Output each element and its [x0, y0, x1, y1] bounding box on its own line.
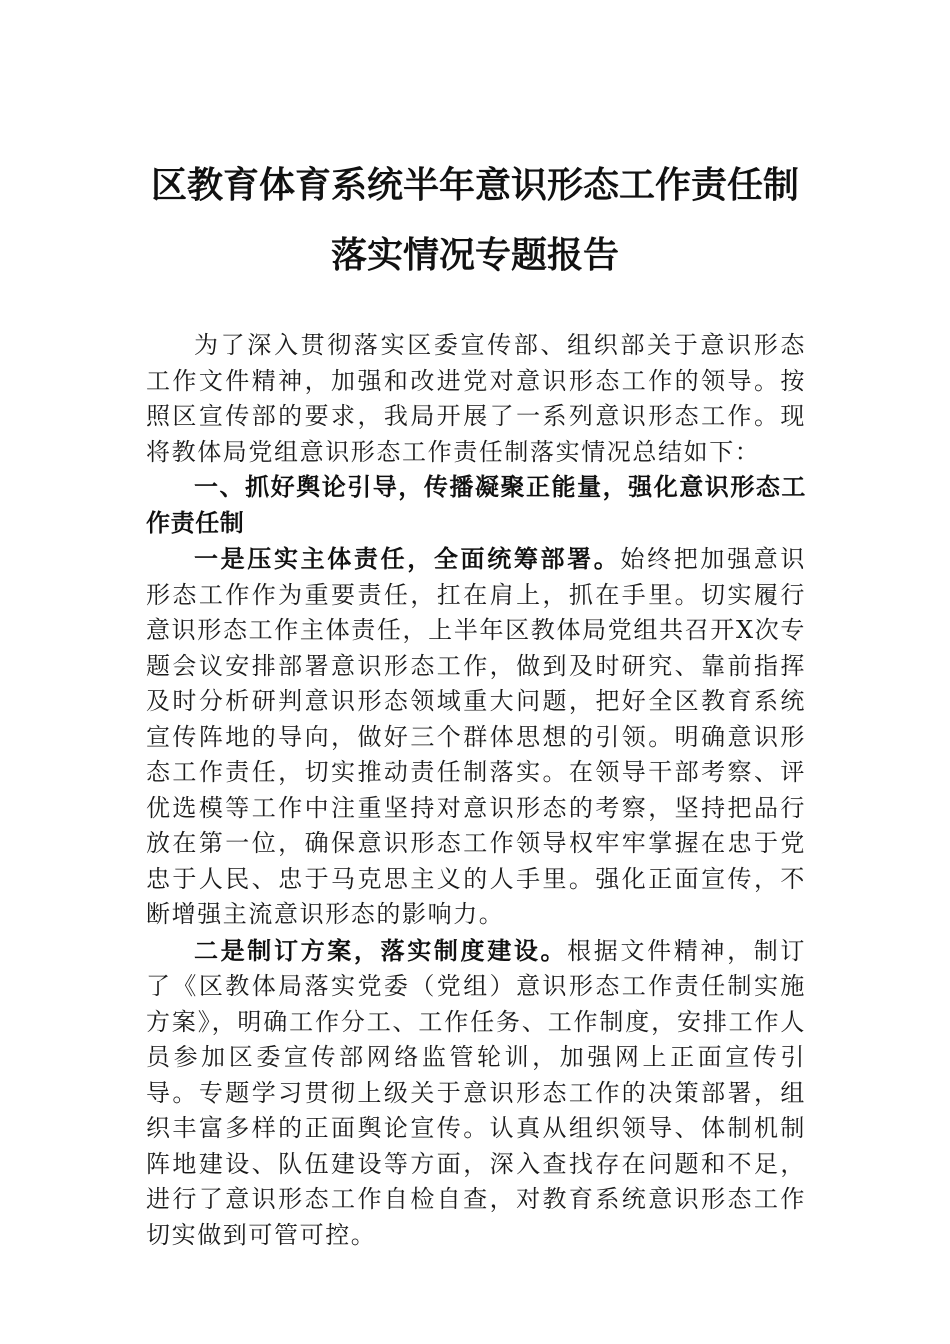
paragraph-2-lead: 二是制订方案，落实制度建设。: [194, 935, 568, 965]
paragraph-2: [146, 933, 806, 1254]
document-title-line-1: 区教育体育系统半年意识形态工作责任制: [150, 164, 799, 206]
paragraph-1-lead: 一是压实主体责任，全面统筹部署。: [194, 544, 621, 573]
section-heading-1: 一、抓好舆论引导，传播凝聚正能量，强化意识形态工作责任制: [146, 473, 806, 537]
paragraph-1-body: 始终把加强意识形态工作作为重要责任，扛在肩上，抓在手里。切实履行意识形态工作主体责任，上半年区教体局党组共召开X次专题会议安排部署意识形态工作，做到及时研究、靠前指挥及时分析研判意识形态领域重大问题，把好全区教育系统宣传阵地的导向，做好三个群体思想的引领。明确意识形态工作责任，切实推动责任制落实。在领导干部考察、评优选模等工作中注重坚持对意识形态的考察，坚持把品行放在第一位，确保意识形态工作领导权牢牢掌握在忠于党忠于人民、忠于马克思主义的人手里。强化正面宣传，不断增强主流意识形态的影响力。: [146, 545, 806, 928]
document-title-line-2: 落实情况专题报告: [330, 234, 619, 276]
paragraph-2-body: 根据文件精神，制订了《区教体局落实党委（党组）意识形态工作责任制实施方案》，明确工作分工、工作任务、工作制度，安排工作人员参加区委宣传部网络监管轮训，加强网上正面宣传引导。专题学习贯彻上级关于意识形态工作的决策部署，组织丰富多样的正面舆论宣传。认真从组织领导、体制机制阵地建设、队伍建设等方面，深入查找存在问题和不足，进行了意识形态工作自检自查，对教育系统意识形态工作切实做到可管可控。: [146, 936, 806, 1249]
intro-paragraph: 为了深入贯彻落实区委宣传部、组织部关于意识形态工作文件精神，加强和改进党对意识形态工作的领导。按照区宣传部的要求，我局开展了一系列意识形态工作。现将教体局党组意识形态工作责任制落实情况总结如下：: [146, 331, 806, 466]
document-body: [146, 328, 806, 1253]
paragraph-1: [146, 541, 806, 933]
